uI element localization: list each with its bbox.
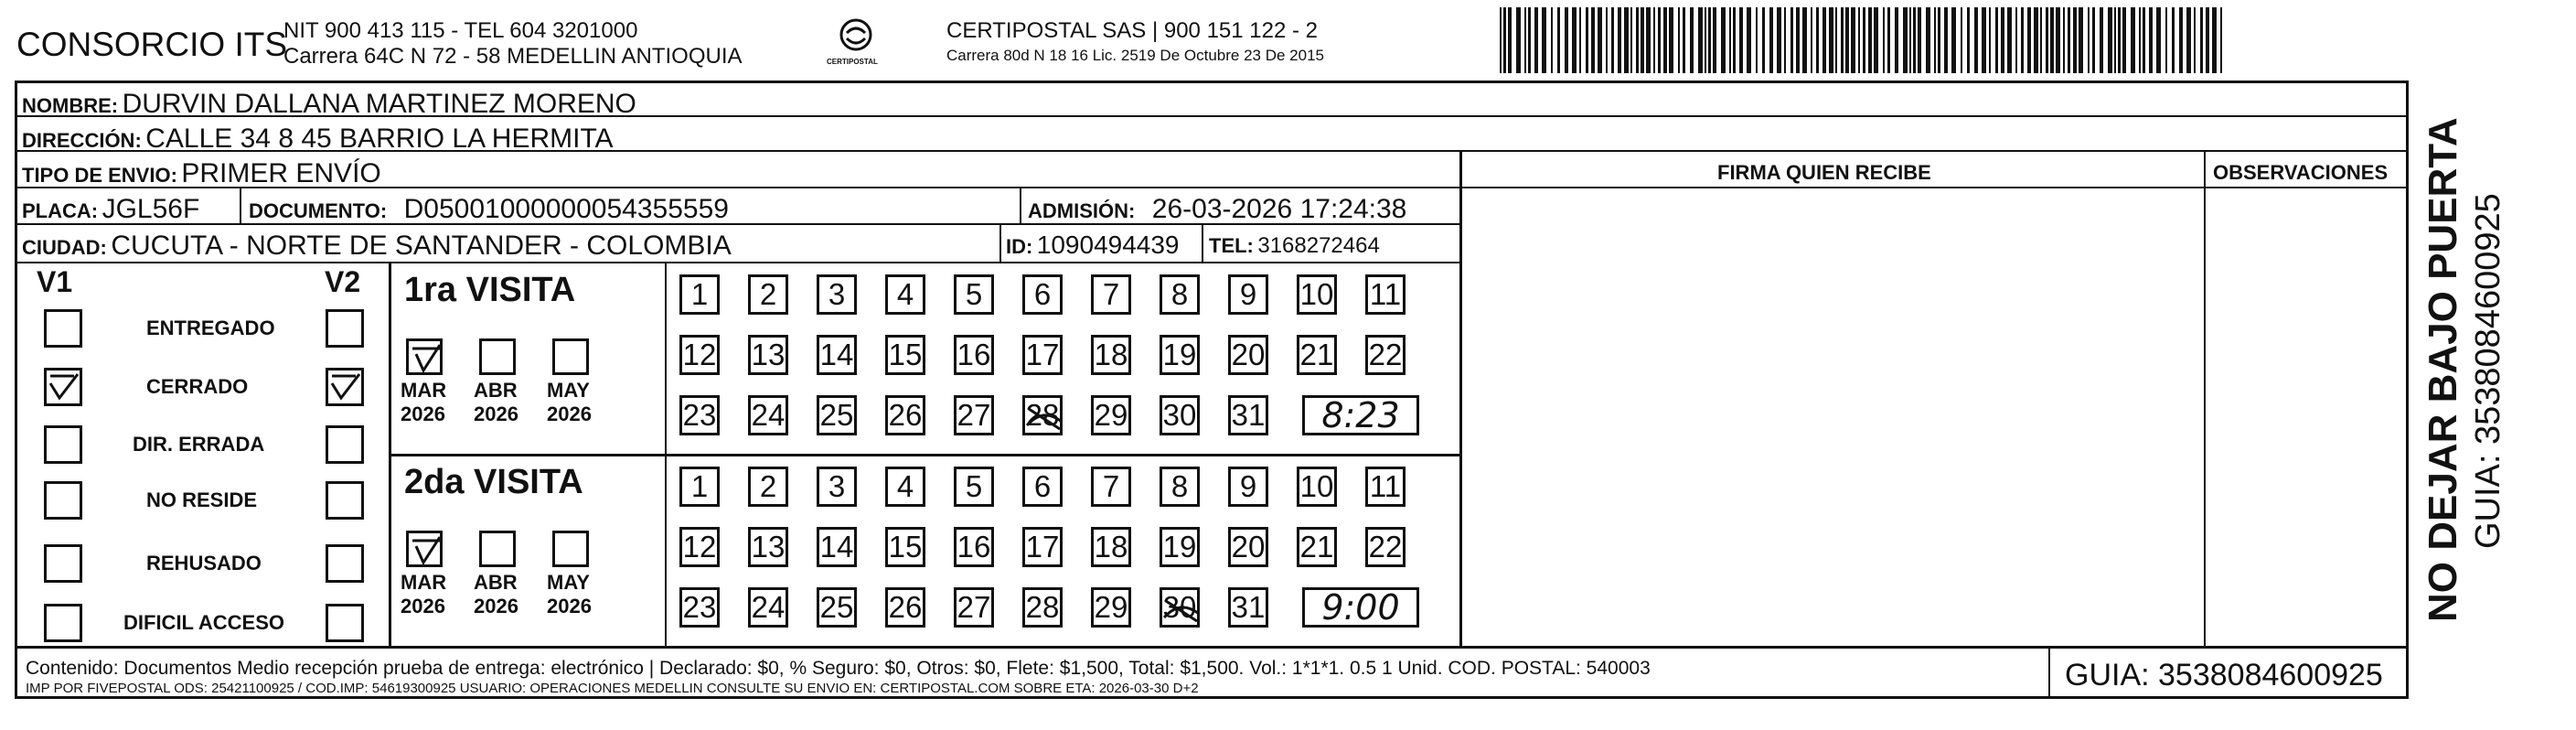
day-box[interactable]: 12 — [679, 527, 720, 567]
placa-row — [22, 196, 199, 223]
day-box[interactable]: 29 — [1091, 395, 1131, 435]
day-box[interactable]: 25 — [817, 395, 857, 435]
day-box[interactable]: 28 — [1022, 587, 1063, 628]
v1-checkbox[interactable] — [44, 368, 82, 406]
id-row — [1006, 232, 1180, 258]
v1-checkbox[interactable] — [44, 544, 82, 583]
v1-label: V1 — [37, 265, 73, 298]
day-box[interactable]: 3 — [817, 467, 857, 507]
time-box[interactable] — [1302, 395, 1419, 435]
day-box[interactable]: 31 — [1228, 395, 1268, 435]
day-box[interactable]: 28 — [1022, 395, 1063, 435]
day-box[interactable]: 27 — [954, 395, 994, 435]
v2-label: V2 — [325, 265, 361, 298]
direccion-value: CALLE 34 8 45 BARRIO LA HERMITA — [145, 123, 614, 154]
day-box[interactable]: 15 — [885, 335, 925, 375]
day-box[interactable]: 23 — [679, 587, 720, 628]
day-box[interactable]: 4 — [885, 467, 925, 507]
day-box[interactable]: 25 — [817, 587, 857, 628]
v2-checkbox[interactable] — [326, 544, 364, 583]
v2-checkbox[interactable] — [326, 425, 364, 464]
ciudad-row — [22, 232, 732, 260]
day-box[interactable]: 16 — [954, 527, 994, 567]
day-box[interactable]: 3 — [817, 274, 857, 315]
month-label: MAR — [401, 571, 447, 594]
v1-checkbox[interactable] — [44, 481, 82, 520]
tipo-value: PRIMER ENVÍO — [181, 158, 381, 188]
month-label: ABR — [474, 379, 518, 402]
month-checkbox[interactable] — [552, 338, 589, 375]
status-label: DIR. ERRADA — [133, 433, 265, 456]
footer-content: Contenido: Documentos Medio recepción prueba de entrega: electrónico | Declarado: $0, % Seguro: $0, Otros: $0, Flete: $1,500, Total: $1,500. Vol.: 1*1*1. 0.5 1 Unid. COD. POSTAL: 540003 — [26, 658, 1651, 679]
ciudad-label: CIUDAD: — [22, 236, 107, 259]
day-box[interactable]: 19 — [1160, 335, 1200, 375]
day-box[interactable]: 19 — [1160, 527, 1200, 567]
v2-checkbox[interactable] — [326, 309, 364, 348]
day-box[interactable]: 20 — [1228, 527, 1268, 567]
day-box[interactable]: 7 — [1091, 274, 1131, 315]
day-box[interactable]: 7 — [1091, 467, 1131, 507]
courier-name: CERTIPOSTAL SAS | 900 151 122 - 2 — [946, 18, 1318, 43]
day-box[interactable]: 22 — [1365, 527, 1406, 567]
status-label: NO RESIDE — [146, 488, 258, 511]
day-box[interactable]: 10 — [1297, 274, 1337, 315]
time-box[interactable] — [1302, 587, 1419, 628]
day-box[interactable]: 26 — [885, 395, 925, 435]
placa-label: PLACA: — [22, 199, 99, 222]
day-box[interactable]: 30 — [1160, 587, 1200, 628]
day-box[interactable]: 18 — [1091, 527, 1131, 567]
day-box[interactable]: 14 — [817, 335, 857, 375]
company-nit: NIT 900 413 115 - TEL 604 3201000 — [283, 18, 638, 43]
day-box[interactable]: 8 — [1160, 274, 1200, 315]
admision-label: ADMISIÓN: — [1028, 199, 1136, 222]
admision-row — [1028, 196, 1406, 223]
day-box[interactable]: 11 — [1365, 467, 1406, 507]
day-box[interactable]: 1 — [679, 467, 720, 507]
day-box[interactable]: 15 — [885, 527, 925, 567]
day-box[interactable]: 24 — [748, 395, 788, 435]
status-label: ENTREGADO — [146, 317, 275, 339]
status-label: DIFICIL ACCESO — [123, 611, 285, 634]
day-box[interactable]: 12 — [679, 335, 720, 375]
month-checkbox[interactable] — [406, 531, 443, 567]
status-label: REHUSADO — [146, 552, 262, 574]
nombre-label: NOMBRE: — [22, 94, 119, 117]
day-box[interactable]: 11 — [1365, 274, 1406, 315]
direccion-row — [22, 125, 614, 153]
day-box[interactable]: 13 — [748, 335, 788, 375]
time-handwritten: 8:23 — [1321, 395, 1400, 435]
day-box[interactable]: 4 — [885, 274, 925, 315]
admision-value: 26-03-2026 17:24:38 — [1151, 194, 1407, 224]
documento-value: D05001000000054355559 — [403, 194, 729, 224]
month-checkbox[interactable] — [552, 531, 589, 567]
day-box[interactable]: 21 — [1297, 527, 1337, 567]
day-box[interactable]: 8 — [1160, 467, 1200, 507]
tel-row — [1209, 235, 1380, 257]
day-box[interactable]: 6 — [1022, 467, 1063, 507]
courier-license: Carrera 80d N 18 16 Lic. 2519 De Octubre 23 De 2015 — [946, 47, 1324, 64]
barcode — [1500, 7, 2231, 73]
day-box[interactable]: 9 — [1228, 467, 1268, 507]
day-box[interactable]: 29 — [1091, 587, 1131, 628]
visit-title: 2da VISITA — [404, 463, 583, 501]
day-box[interactable]: 17 — [1022, 335, 1063, 375]
day-box[interactable]: 1 — [679, 274, 720, 315]
month-year: 2026 — [547, 403, 592, 425]
day-box[interactable]: 2 — [748, 274, 788, 315]
nombre-row — [22, 91, 636, 118]
firma-label: FIRMA QUIEN RECIBE — [1717, 161, 1931, 184]
month-label: ABR — [474, 571, 518, 594]
id-value: 1090494439 — [1036, 231, 1180, 259]
month-year: 2026 — [547, 595, 592, 617]
id-label: ID: — [1006, 235, 1033, 258]
side-guia: GUIA: 3538084600925 — [2469, 193, 2507, 549]
tipo-row — [22, 160, 381, 188]
direccion-label: DIRECCIÓN: — [22, 129, 142, 152]
month-checkbox[interactable] — [479, 338, 516, 375]
nombre-value: DURVIN DALLANA MARTINEZ MORENO — [122, 89, 636, 119]
day-box[interactable]: 5 — [954, 274, 994, 315]
footer-imp: IMP POR FIVEPOSTAL ODS: 25421100925 / COD.IMP: 54619300925 USUARIO: OPERACIONES MEDELLIN CONSULTE SU ENVIO EN: CERTIPOSTAL.COM SOBRE ETA: 2026-03-30 D+2 — [26, 681, 1199, 696]
logo-text: CERTIPOSTAL — [827, 58, 878, 66]
visit-title: 1ra VISITA — [404, 271, 576, 309]
day-box[interactable]: 27 — [954, 587, 994, 628]
day-box[interactable]: 30 — [1160, 395, 1200, 435]
v1-checkbox[interactable] — [44, 604, 82, 642]
side-warning: NO DEJAR BAJO PUERTA — [2421, 117, 2465, 622]
tel-label: TEL: — [1209, 234, 1254, 257]
placa-value: JGL56F — [102, 194, 200, 224]
v2-checkbox[interactable] — [326, 604, 364, 642]
company-name: CONSORCIO ITS — [16, 26, 288, 63]
month-label: MAY — [547, 571, 590, 594]
certipostal-logo-icon — [827, 16, 882, 71]
status-label: CERRADO — [146, 375, 249, 398]
month-year: 2026 — [474, 403, 518, 425]
month-year: 2026 — [474, 595, 518, 617]
day-box[interactable]: 13 — [748, 527, 788, 567]
v2-checkbox[interactable] — [326, 368, 364, 406]
day-box[interactable]: 16 — [954, 335, 994, 375]
day-box[interactable]: 24 — [748, 587, 788, 628]
month-label: MAR — [401, 379, 447, 402]
month-checkbox[interactable] — [479, 531, 516, 567]
day-box[interactable]: 26 — [885, 587, 925, 628]
day-box[interactable]: 23 — [679, 395, 720, 435]
day-box[interactable]: 17 — [1022, 527, 1063, 567]
day-box[interactable]: 2 — [748, 467, 788, 507]
day-box[interactable]: 18 — [1091, 335, 1131, 375]
day-box[interactable]: 10 — [1297, 467, 1337, 507]
v2-checkbox[interactable] — [326, 481, 364, 520]
tel-value: 3168272464 — [1257, 233, 1380, 258]
day-box[interactable]: 6 — [1022, 274, 1063, 315]
month-checkbox[interactable] — [406, 338, 443, 375]
day-box[interactable]: 21 — [1297, 335, 1337, 375]
tipo-label: TIPO DE ENVIO: — [22, 164, 177, 187]
time-handwritten: 9:00 — [1321, 587, 1400, 628]
day-box[interactable]: 22 — [1365, 335, 1406, 375]
day-box[interactable]: 20 — [1228, 335, 1268, 375]
side-text — [2423, 110, 2533, 622]
documento-row — [249, 196, 729, 223]
month-year: 2026 — [401, 595, 445, 617]
month-year: 2026 — [401, 403, 445, 425]
ciudad-value: CUCUTA - NORTE DE SANTANDER - COLOMBIA — [111, 231, 732, 261]
day-box[interactable]: 14 — [817, 527, 857, 567]
day-box[interactable]: 31 — [1228, 587, 1268, 628]
company-address: Carrera 64C N 72 - 58 MEDELLIN ANTIOQUIA — [283, 44, 743, 69]
day-box[interactable]: 5 — [954, 467, 994, 507]
documento-label: DOCUMENTO: — [249, 199, 388, 222]
v1-checkbox[interactable] — [44, 309, 82, 348]
day-box[interactable]: 9 — [1228, 274, 1268, 315]
observaciones-label: OBSERVACIONES — [2213, 161, 2389, 184]
footer-guia: GUIA: 3538084600925 — [2065, 658, 2383, 692]
v1-checkbox[interactable] — [44, 425, 82, 464]
month-label: MAY — [547, 379, 590, 402]
